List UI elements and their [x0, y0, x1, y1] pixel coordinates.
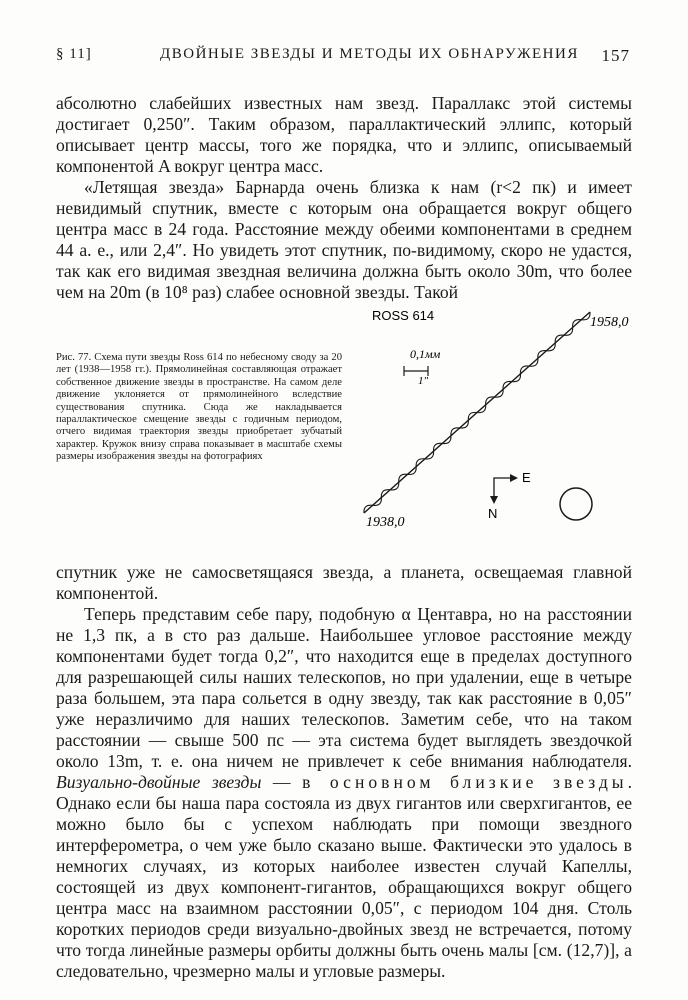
- paragraph-3: спутник уже не самосветящаяся звезда, а планета, освещаемая главной компонентой.: [56, 562, 632, 603]
- scale-mm-label: 0,1мм: [410, 347, 441, 361]
- text-block-top: [56, 93, 632, 303]
- text-block-bottom: [56, 562, 632, 982]
- figure-caption: [56, 352, 342, 464]
- paragraph-1: абсолютно слабейших известных нам звезд. Параллакс этой системы достигает 0,250″. Таким образом, параллактический эллипс, который описывает центр массы, того же порядка, что и эллипс, описываемый компонентой A вокруг центра масс.: [56, 93, 632, 176]
- paragraph-4-dash: —: [261, 772, 303, 792]
- section-marker: § 11]: [56, 46, 92, 62]
- star-image-size-circle: [560, 488, 592, 520]
- paragraph-4-part-b: . Однако если бы наша пара состояла из двух гигантов или сверхгигантов, ее можно было бы с успехом наблюдать при помощи звездного интерферометра, о чем уже было сказано выше. Фактически это удалось в немногих случаях, из которых наиболее известен случай Капеллы, состоящей из двух компонент-гигантов, обращающихся вокруг общего центра масс на взаимном расстоянии 0,05″, с периодом 104 дня. Столь коротких периодов среди визуально-двойных звезд не встречается, потому что тогда линейные размеры орбиты должны быть очень малы [см. (12,7)], а следовательно, чрезмерно малы и угловые размеры.: [56, 772, 633, 981]
- end-year-label: 1958,0: [590, 315, 629, 330]
- running-header: [56, 46, 630, 68]
- figure-caption-text: Рис. 77. Схема пути звезды Ross 614 по небесному своду за 20 лет (1938—1958 гг.). Прямолинейная составляющая отражает собственное движение звезды в пространстве. На самом деле движение уклоняется от прямолинейного вследствие существования спутника. Сюда же накладывается параллактическое смещение звезды с годичным периодом, отчего видимая траектория звезды приобретает зубчатый характер. Кружок внизу справа показывает в масштабе схемы размеры изображения звезды на фотографиях: [56, 352, 342, 463]
- east-arrowhead-icon: [510, 474, 518, 482]
- north-arrowhead-icon: [490, 496, 498, 504]
- star-name-label: ROSS 614: [372, 308, 435, 323]
- paragraph-4-spaced-text: в основном близкие звезды: [302, 772, 628, 792]
- compass-north-label: N: [488, 506, 498, 521]
- paragraph-4: [56, 604, 632, 982]
- page-number: 157: [601, 46, 630, 65]
- star-path-diagram: [342, 300, 642, 535]
- paragraph-4-term: Визуально-двойные звезды: [56, 772, 262, 792]
- compass-east-label: E: [522, 470, 531, 485]
- start-year-label: 1938,0: [366, 515, 405, 530]
- scale-arcsec-label: 1″: [418, 375, 429, 387]
- paragraph-4-part-a: Теперь представим себе пару, подобную α Центавра, но на расстоянии не 1,3 пк, а в сто раз дальше. Наибольшее угловое расстояние между компонентами будет тогда 0,2″, что находится еще в пределах доступного для разрешающей силы наших телескопов, но при удалении, еще в четыре раза большем, эта пара сольется в одну звезду, так как расстояние в 0,05″ уже неразличимо для наших телескопов. Заметим себе, что на таком расстоянии — свыше 500 пс — эта система будет выглядеть звездочкой около 13m, т. е. она ничем не привлечет к себе внимания наблюдателя.: [56, 604, 632, 771]
- figure-ross-614: [342, 300, 642, 535]
- paragraph-2: «Летящая звезда» Барнарда очень близка к нам (r<2 пк) и имеет невидимый спутник, вместе с которым она обращается вокруг общего центра масс в 24 года. Расстояние между обеими компонентами в среднем 44 а. е., или 2,4″. Но увидеть этот спутник, по-видимому, скоро не удастся, так как его видимая звездная величина должна быть около 30m, что более чем на 20m (в 10⁸ раз) слабее основной звезды. Такой: [56, 177, 632, 302]
- chapter-title: ДВОЙНЫЕ ЗВЕЗДЫ И МЕТОДЫ ИХ ОБНАРУЖЕНИЯ: [160, 46, 579, 62]
